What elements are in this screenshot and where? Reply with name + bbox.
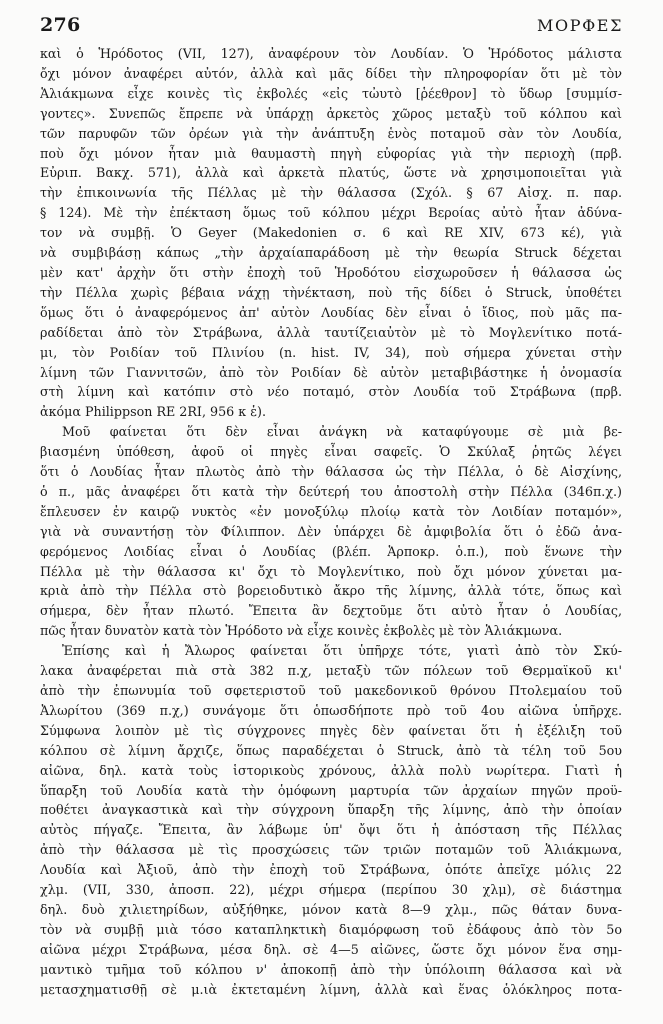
text-line: μαντικὸ τμῆμα τοῦ κόλπου ν' ἀποκοπῇ ἀπὸ τὴν ὑπόλοιπη θάλασσα καὶ νὰ <box>40 961 622 977</box>
text-line: Ἀλωρίτου (369 π.χ,) συνάγομε ὅτι ὁπωσδήποτε πρὸ τοῦ 4ου αἰῶνα ὑπῆρχε. <box>40 702 622 718</box>
text-line: φερόμενος Λοιδίας εἶναι ὁ Λουδίας (βλέπ. Ἁρποκρ. ὁ.π.), ποὺ ἕνωνε τὴν <box>40 543 622 559</box>
text-line: ὕπαρξη τοῦ Λουδία κατὰ τὴν ὁμόφωνη μαρτυρία τῶν ἀρχαίων πηγῶν προϋ- <box>40 782 622 798</box>
text-line: τὸν νὰ συμβῇ μιὰ τόσο καταπληκτικὴ διαμόρφωση τοῦ ἐδάφους ἀπὸ τὸν 5ο <box>40 921 622 937</box>
paragraph <box>40 641 622 999</box>
text-line: ὄχι μόνον ἀναφέρει αὐτόν, ἀλλὰ καὶ μᾶς δίδει τὴν πληροφορίαν ὅτι μὲ τὸν <box>40 65 622 81</box>
text-line: γοντες». Συνεπῶς ἔπρεπε νὰ ὑπάρχῃ ἀρκετὸς χῶρος μεταξὺ τοῦ κόλπου καὶ <box>40 105 622 121</box>
text-line: αὐτὸς πήγαζε. Ἔπειτα, ἂν λάβωμε ὑπ' ὄψι ὅτι ἡ ἀπόσταση τῆς Πέλλας <box>40 822 622 838</box>
text-line: τὴν Πέλλα χωρὶς βέβαια νάχῃ τὴνέκταση, ποὺ τῆς δίδει ὁ Struck, ὑποθέτει <box>40 284 622 300</box>
running-head: ΜΟΡΦΕΣ <box>537 16 623 35</box>
body-text <box>40 44 622 1000</box>
text-line: ἔπλευσεν ἐν καιρῷ νυκτὸς «ἐν μονοξύλῳ πλοίῳ κατὰ τὸν Λοιδίαν ποταμόν», <box>40 503 622 519</box>
text-line: αἰῶνα, δηλ. κατὰ τοὺς ἱστορικοὺς χρόνους, ἀλλὰ πολὺ νωρίτερα. Γιατὶ ἡ <box>40 762 622 778</box>
text-line: καὶ ὁ Ἡρόδοτος (VII, 127), ἀναφέρουν τὸν Λουδίαν. Ὁ Ἡρόδοτος μάλιστα <box>40 46 622 61</box>
text-line: μι, τὸν Ροιδίαν τοῦ Πλινίου (n. hist. IV, 34), ποὺ σήμερα χύνεται στὴν <box>40 344 622 360</box>
text-line: Εὐριπ. Βακχ. 571), ἀλλὰ καὶ ἀρκετὰ πλατύς, ὥστε νὰ χρησιμοποιεῖται γιὰ <box>40 165 622 181</box>
text-line: κριὰ ἀπὸ τὴν Πέλλα στὸ βορειοδυτικὸ ἄκρο τῆς λίμνης, ἀλλὰ τότε, ὅπως καὶ <box>40 583 622 599</box>
text-line: μὲν κατ' ἀρχὴν ὅτι στὴν ἐποχὴ τοῦ Ἡροδότου εἰσχωροῦσεν ἡ θάλασσα ὡς <box>40 264 622 280</box>
text-line: λίμνη τῶν Γιαννιτσῶν, ἀπὸ τὸν Ροιδίαν δὲ αὐτὸν μεταβιβάστηκε ἡ ὀνομασία <box>40 364 622 380</box>
text-line: μετασχηματισθῇ σὲ μ.ιὰ ἐκτεταμένη λίμνη, ἀλλὰ καὶ ἕνας ὁλόκληρος ποτα- <box>40 981 622 997</box>
page-number: 276 <box>40 14 81 36</box>
text-line: Πέλλα μὲ τὴν θάλασσα κι' ὄχι τὸ Μογλενίτικο, ποὺ ὄχι μόνον χύνεται μα- <box>40 563 622 579</box>
text-line: τῶν παρυφῶν τῶν ὀρέων γιὰ τὴν ἀνάπτυξη ἑνὸς ποταμοῦ σὰν τὸν Λουδία, <box>40 125 622 141</box>
text-line: ἀπὸ τὴν ἐπωνυμία τοῦ σφετεριστοῦ τοῦ μακεδονικοῦ θρόνου Πτολεμαίου τοῦ <box>40 683 622 698</box>
text-line: τὴν ἐπικοινωνία τῆς Πέλλας μὲ τὴν θάλασσα (Σχόλ. § 67 Αἰσχ. π. παρ. <box>40 185 622 201</box>
text-line: τον νὰ συμβῇ. Ὁ Geyer (Makedonien σ. 6 καὶ RE XIV, 673 κέ), γιὰ <box>40 225 622 241</box>
text-line: Λουδία καὶ Ἀξιοῦ, ἀπὸ τὴν ἐποχὴ τοῦ Στράβωνα, ὁπότε ἀπεῖχε μόλις 22 <box>40 862 622 878</box>
text-line: νὰ συμβιβάσῃ κάπως „τὴν ἀρχαίαπαράδοση μὲ τὴν θεωρία Struck δέχεται <box>40 245 622 261</box>
paragraph <box>40 422 622 641</box>
text-line: αἰῶνα μέχρι Στράβωνα, μέσα δηλ. σὲ 4—5 αἰῶνες, ὥστε ὄχι μόνον ἕνα σημ- <box>40 941 622 957</box>
text-line: ὅμως ὅτι ὁ ἀναφερόμενος ἀπ' αὐτὸν Λουδίας δὲν εἶναι ὁ ἴδιος, ποὺ μᾶς πα- <box>40 304 622 320</box>
text-line: ὁ π., μᾶς ἀναφέρει ὅτι κατὰ τὴν δεύτερή του ἀποστολὴ στὴν Πέλλα (346π.χ.) <box>40 483 622 499</box>
text-line: χλμ. (VII, 330, ἀποσπ. 22), μέχρι σήμερα (περίπου 30 χλμ), σὲ διάστημα <box>40 882 622 898</box>
text-line: λακα ἀναφέρεται πιὰ στὰ 382 π.χ, μεταξὺ τῶν πόλεων τοῦ Θερμαϊκοῦ κι' <box>40 663 622 679</box>
text-line: Ἐπίσης καὶ ἡ Ἄλωρος φαίνεται ὅτι ὑπῆρχε τότε, γιατὶ ἀπὸ τὸν Σκύ- <box>62 643 622 659</box>
text-line: Μοῦ φαίνεται ὅτι δὲν εἶναι ἀνάγκη νὰ καταφύγουμε σὲ μιὰ βε- <box>62 424 622 440</box>
text-line: γιὰ νὰ συναντήσῃ τὸν Φίλιππον. Δὲν ὑπάρχει δὲ ἀμφιβολία ὅτι ὁ ἐδῶ ἀνα- <box>40 523 622 539</box>
text-line: Σύμφωνα λοιπὸν μὲ τὶς σύγχρονες πηγὲς δὲν φαίνεται ὅτι ἡ ἐξέλιξη τοῦ <box>40 722 622 738</box>
text-line: ποθέτει ἀναγκαστικὰ καὶ τὴν σύγχρονη ὕπαρξη τῆς λίμνης, ἀπὸ τὴν ὁποίαν <box>40 802 622 818</box>
text-line: Ἁλιάκμωνα εἶχε κοινὲς τὶς ἐκβολές «εἰς τὠυτὸ [ῥέεθρον] τὸ ὕδωρ [συμμίσ- <box>40 85 622 101</box>
text-line: ἀκόμα Philippson RE 2RI, 956 κ ἑ). <box>40 404 267 420</box>
text-line: κόλπου σὲ λίμνη ἄρχιζε, ὅπως παραδέχεται ὁ Struck, ἀπὸ τὰ τέλη τοῦ 5ου <box>40 742 622 758</box>
text-line: ραδίδεται ἀπὸ τὸν Στράβωνα, ἀλλὰ ταυτίζειαὐτὸν μὲ τὸ Μογλενίτικο ποτά- <box>40 324 622 340</box>
text-line: ποὺ ὄχι μόνον ἦταν μιὰ θαυμαστὴ πηγὴ εὐφορίας γιὰ τὴν περιοχὴ (πρβ. <box>40 145 622 161</box>
page-header <box>40 14 623 38</box>
text-line: ἀπὸ τὴν θάλασσα μὲ τὶς προσχώσεις τῶν τριῶν ποταμῶν τοῦ Ἁλιάκμωνα, <box>40 842 622 858</box>
text-line: ὅτι ὁ Λουδίας ἦταν πλωτὸς ἀπὸ τὴν θάλασσα ὡς τὴν Πέλλα, ὁ δὲ Αἰσχίνης, <box>40 464 622 480</box>
text-line: § 124). Μὲ τὴν ἐπέκταση ὅμως τοῦ κόλπου μέχρι Βεροίας αὐτὸ ἦταν ἀδύνα- <box>40 205 622 221</box>
text-line: σήμερα, δὲν ἦταν πλωτό. Ἔπειτα ἂν δεχτοῦμε ὅτι αὐτὸ ἦταν ὁ Λουδίας, <box>40 603 622 619</box>
text-line: δηλ. δυὸ χιλιετηρίδων, αὐξήθηκε, μόνον κατὰ 8—9 χλμ., πῶς θάταν δυνα- <box>40 901 622 917</box>
paragraph <box>40 44 622 422</box>
text-line: πῶς ἦταν δυνατὸν κατὰ τὸν Ἡρόδοτο νὰ εἶχε κοινὲς ἐκβολὲς μὲ τὸν Ἁλιάκμωνα. <box>40 623 563 639</box>
text-line: βιασμένη ὑπόθεση, ἀφοῦ οἱ πηγὲς εἶναι σαφεῖς. Ὁ Σκύλαξ ῥητῶς λέγει <box>40 444 622 460</box>
text-line: στὴ λίμνη καὶ κατόπιν στὸ νέο ποταμό, στὸν Λουδία τοῦ Στράβωνα (πρβ. <box>40 384 622 400</box>
